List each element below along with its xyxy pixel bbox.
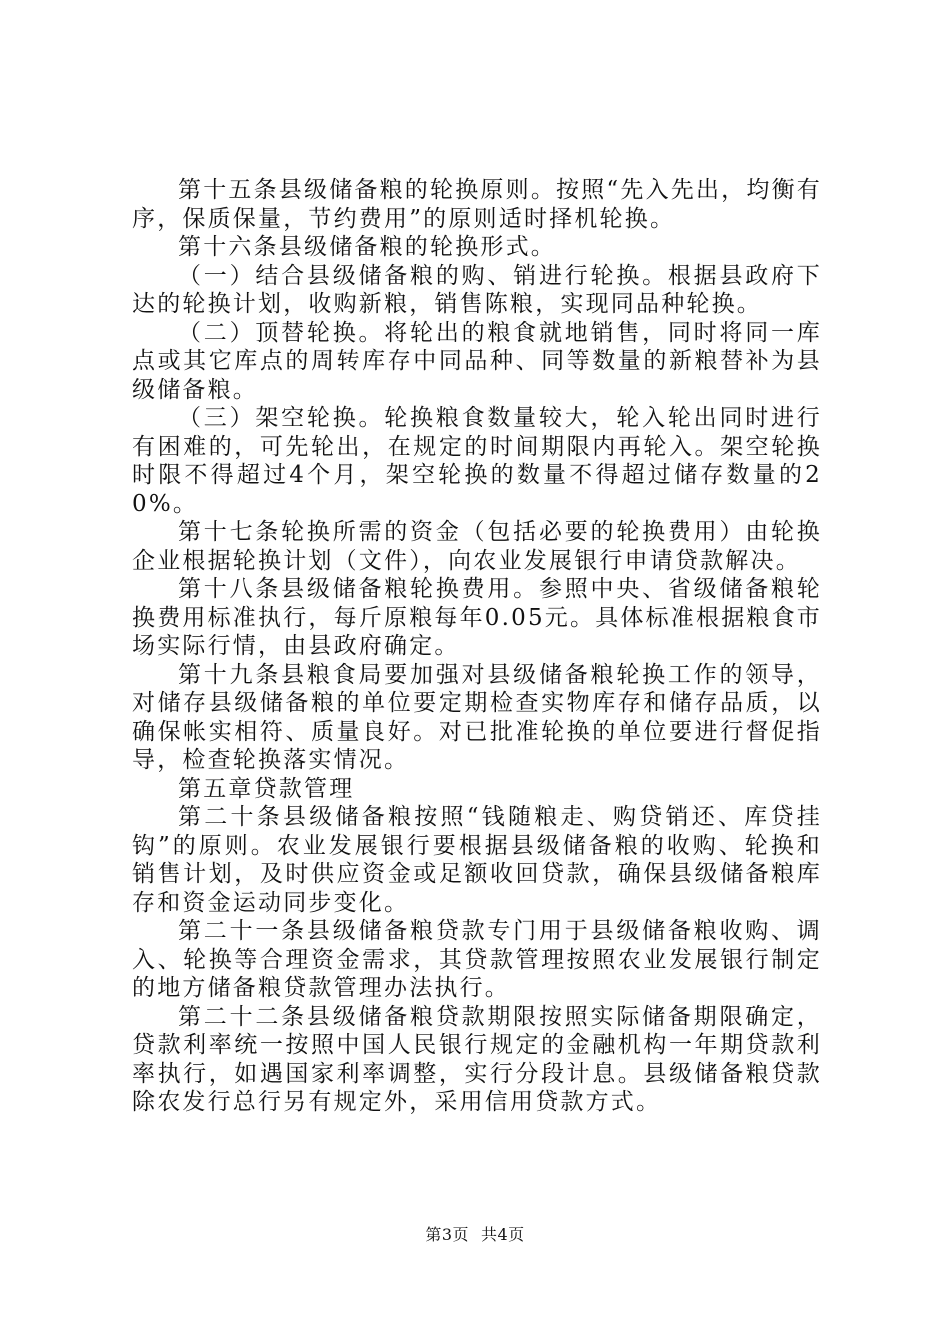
paragraph-item-2: （二）顶替轮换。将轮出的粮食就地销售，同时将同一库点或其它库点的周转库存中同品种、同等数量的新粮替补为县级储备粮。 [132,319,822,403]
paragraph-article-17: 第十七条轮换所需的资金（包括必要的轮换费用）由轮换企业根据轮换计划（文件），向农业发展银行申请贷款解决。 [132,519,822,574]
paragraph-item-1: （一）结合县级储备粮的购、销进行轮换。根据县政府下达的轮换计划，收购新粮，销售陈粮，实现同品种轮换。 [132,262,822,317]
paragraph-article-19: 第十九条县粮食局要加强对县级储备粮轮换工作的领导，对储存县级储备粮的单位要定期检查实物库存和储存品质，以确保帐实相符、质量良好。对已批准轮换的单位要进行督促指导，检查轮换落实情况。 [132,661,822,773]
paragraph-article-22: 第二十二条县级储备粮贷款期限按照实际储备期限确定，贷款利率统一按照中国人民银行规定的金融机构一年期贷款利率执行，如遇国家利率调整，实行分段计息。县级储备粮贷款除农发行总行另有规定外，采用信用贷款方式。 [132,1003,822,1115]
page-number: 第3页 [425,1225,469,1244]
paragraph-article-15: 第十五条县级储备粮的轮换原则。按照“先入先出，均衡有序，保质保量，节约费用”的原则适时择机轮换。 [132,177,822,232]
paragraph-article-18: 第十八条县级储备粮轮换费用。参照中央、省级储备粮轮换费用标准执行，每斤原粮每年0.05元。具体标准根据粮食市场实际行情，由县政府确定。 [132,576,823,659]
paragraph-item-3: （三）架空轮换。轮换粮食数量较大，轮入轮出同时进行有困难的，可先轮出，在规定的时间期限内再轮入。架空轮换时限不得超过4个月，架空轮换的数量不得超过储存数量的20%。 [132,405,822,517]
paragraph-article-16: 第十六条县级储备粮的轮换形式。 [178,234,556,260]
paragraph-article-21: 第二十一条县级储备粮贷款专门用于县级储备粮收购、调入、轮换等合理资金需求，其贷款管理按照农业发展银行制定的地方储备粮贷款管理办法执行。 [132,918,822,1001]
page-footer [0,1225,950,1245]
chapter-5-heading: 第五章贷款管理 [178,775,355,802]
paragraph-article-20: 第二十条县级储备粮按照“钱随粮走、购贷销还、库贷挂钩”的原则。农业发展银行要根据县级储备粮的收购、轮换和销售计划，及时供应资金或足额收回贷款，确保县级储备粮库存和资金运动同步变化。 [132,804,822,916]
document-body [132,176,822,1117]
total-pages: 共4页 [481,1225,525,1244]
